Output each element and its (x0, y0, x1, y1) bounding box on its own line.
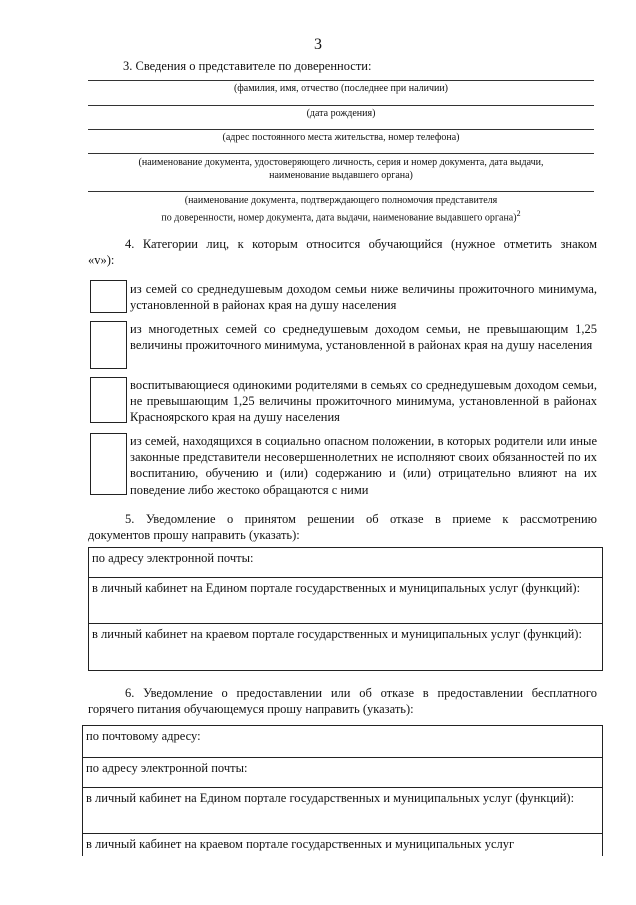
category-checkbox-2[interactable] (90, 321, 127, 369)
table6-row-regional-portal[interactable]: в личный кабинет на краевом портале государственных и муниципальных услуг (86, 837, 515, 851)
section4-heading-line2: «v»): (88, 253, 115, 267)
category-checkbox-3[interactable] (90, 377, 127, 423)
table6-row-email[interactable]: по адресу электронной почты: (83, 758, 602, 788)
section4-heading-line1: 4. Категории лиц, к которым относится обучающийся (нужное отметить знаком (125, 237, 597, 251)
table6-row-epgu[interactable]: в личный кабинет на Едином портале государственных и муниципальных услуг (функций): (83, 788, 602, 834)
birthdate-caption: (дата рождения) (306, 108, 376, 119)
section5-heading-line2: документов прошу направить (указать): (88, 528, 300, 542)
name-line (88, 80, 594, 81)
page-number: 3 (314, 36, 322, 53)
table5-row-epgu[interactable]: в личный кабинет на Едином портале государственных и муниципальных услуг (функций): (89, 578, 602, 624)
category-text-2: из многодетных семей со среднедушевым доходом семьи, не превышающим 1,25 величины прожиточного минимума, установленной в районах края на душу населения (130, 322, 597, 353)
id-document-line (88, 153, 594, 154)
notification-table-6 (82, 725, 603, 856)
proxy-document-line (88, 191, 594, 192)
category-text-4: из семей, находящихся в социально опасном положении, в которых родители или иные законные представители несовершеннолетних не исполняют своих обязанностей по их воспитанию, обучению и (или) содержанию и (или) отрицательно влияют на их поведение либо жестоко обращаются с ними (130, 434, 597, 497)
category-text-1: из семей со среднедушевым доходом семьи ниже величины прожиточного минимума, установленной в районах края на душу населения (130, 282, 597, 313)
notification-table-5 (88, 547, 603, 671)
table5-row-regional-portal[interactable]: в личный кабинет на краевом портале государственных и муниципальных услуг (функций): (92, 627, 582, 641)
section5-heading-line1: 5. Уведомление о принятом решении об отказе в приеме к рассмотрению (125, 512, 597, 526)
section3-heading: 3. Сведения о представителе по доверенности: (123, 59, 372, 73)
table5-row-email[interactable]: по адресу электронной почты: (89, 548, 602, 578)
birthdate-line (88, 105, 594, 106)
name-caption: (фамилия, имя, отчество (последнее при наличии) (233, 83, 449, 94)
category-text-3: воспитывающиеся одинокими родителями в семьях со среднедушевым доходом семьи, не превышающим 1,25 величины прожиточного минимума, установленной в районах Красноярского края на душу населения (130, 378, 597, 425)
id-document-caption-2: наименование выдавшего органа) (269, 170, 413, 181)
section6-heading-line2: горячего питания обучающемуся прошу направить (указать): (88, 702, 414, 716)
section6-heading-line1: 6. Уведомление о предоставлении или об отказе в предоставлении бесплатного (125, 686, 597, 700)
category-checkbox-4[interactable] (90, 433, 127, 495)
address-line (88, 129, 594, 130)
proxy-document-caption-1: (наименование документа, подтверждающего полномочия представителя (184, 195, 498, 206)
table6-row-postal[interactable]: по почтовому адресу: (83, 726, 602, 758)
address-caption: (адрес постоянного места жительства, номер телефона) (222, 132, 460, 143)
footnote-mark: 2 (516, 209, 521, 218)
category-checkbox-1[interactable] (90, 280, 127, 313)
id-document-caption-1: (наименование документа, удостоверяющего личность, серия и номер документа, дата выдачи, (138, 157, 544, 168)
proxy-document-caption-2: по доверенности, номер документа, дата выдачи, наименование выдавшего органа)$^2$ (161, 209, 521, 224)
